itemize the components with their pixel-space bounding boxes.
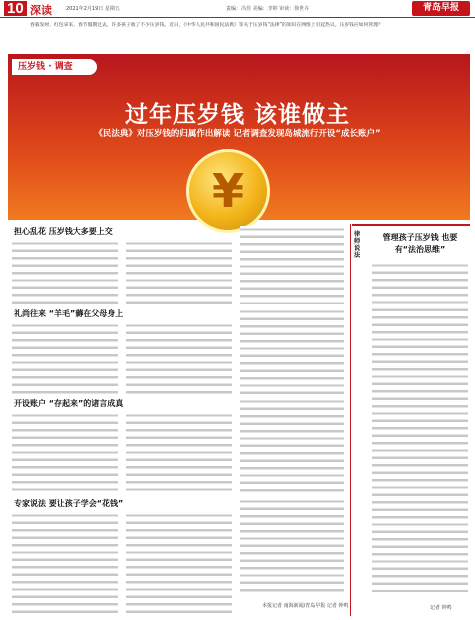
article-body-1c <box>240 226 344 304</box>
article-body-3c <box>240 398 344 494</box>
article-heading-4: 专家说法 要让孩子学会“花钱” <box>14 499 124 508</box>
article-body-2a <box>12 322 118 394</box>
article-heading-1: 担心乱花 压岁钱大多要上交 <box>14 227 113 236</box>
issue-date: 2021年2月19日 星期五 <box>66 6 120 12</box>
sidebar-body <box>372 262 468 592</box>
sidebar-title: 管理孩子压岁钱 也要有“法治思维” <box>382 233 458 254</box>
subheadline: 《民法典》对压岁钱的归属作出解读 记者调查发现岛城流行开设“成长账户” <box>94 129 381 139</box>
page-number: 10 <box>4 1 27 16</box>
article-body-3b <box>126 412 232 494</box>
yuan-coin-icon: ¥ <box>186 149 270 233</box>
section-label: 深读 <box>30 4 52 17</box>
main-byline: 本报记者 南海新闻/青岛早报 记者 钟鸣 <box>262 603 349 609</box>
article-body-4c <box>240 498 344 596</box>
article-body-3a <box>12 412 118 494</box>
intro-note: 春暮发财，红包拿来。春节假期过去，许多孩子收了不少压岁钱。近日，《中华人民共和国民法典》等关于压岁钱“法律”的知识在网络上引起热议。压岁钱应如何管理？ <box>30 22 470 68</box>
headline: 过年压岁钱 该谁做主 <box>124 102 350 128</box>
article-body-4b <box>126 512 232 616</box>
banner-tag: 压岁钱 · 调查 <box>12 59 97 75</box>
sidebar-column-label: 律师说法 <box>354 231 361 259</box>
article-heading-2: 礼尚往来 “羊毛”薅在父母身上 <box>14 309 124 318</box>
article-body-4a <box>12 512 118 616</box>
page-header <box>0 0 475 18</box>
article-body-2c <box>240 308 344 394</box>
article-body-1a <box>12 240 118 304</box>
article-heading-3: 开设账户 “存起来”的诸言成真 <box>14 399 124 408</box>
sidebar-byline: 记者 钟鸣 <box>430 605 452 611</box>
editors-credit: 责编：冯佳 美编：李婷 审读：徐世卉 <box>226 6 310 12</box>
sidebar-divider <box>350 224 351 616</box>
article-body-1b <box>126 240 232 304</box>
sidebar-rule <box>352 224 470 226</box>
article-body-2b <box>126 322 232 394</box>
newspaper-logo: 青岛早报 <box>412 1 470 16</box>
